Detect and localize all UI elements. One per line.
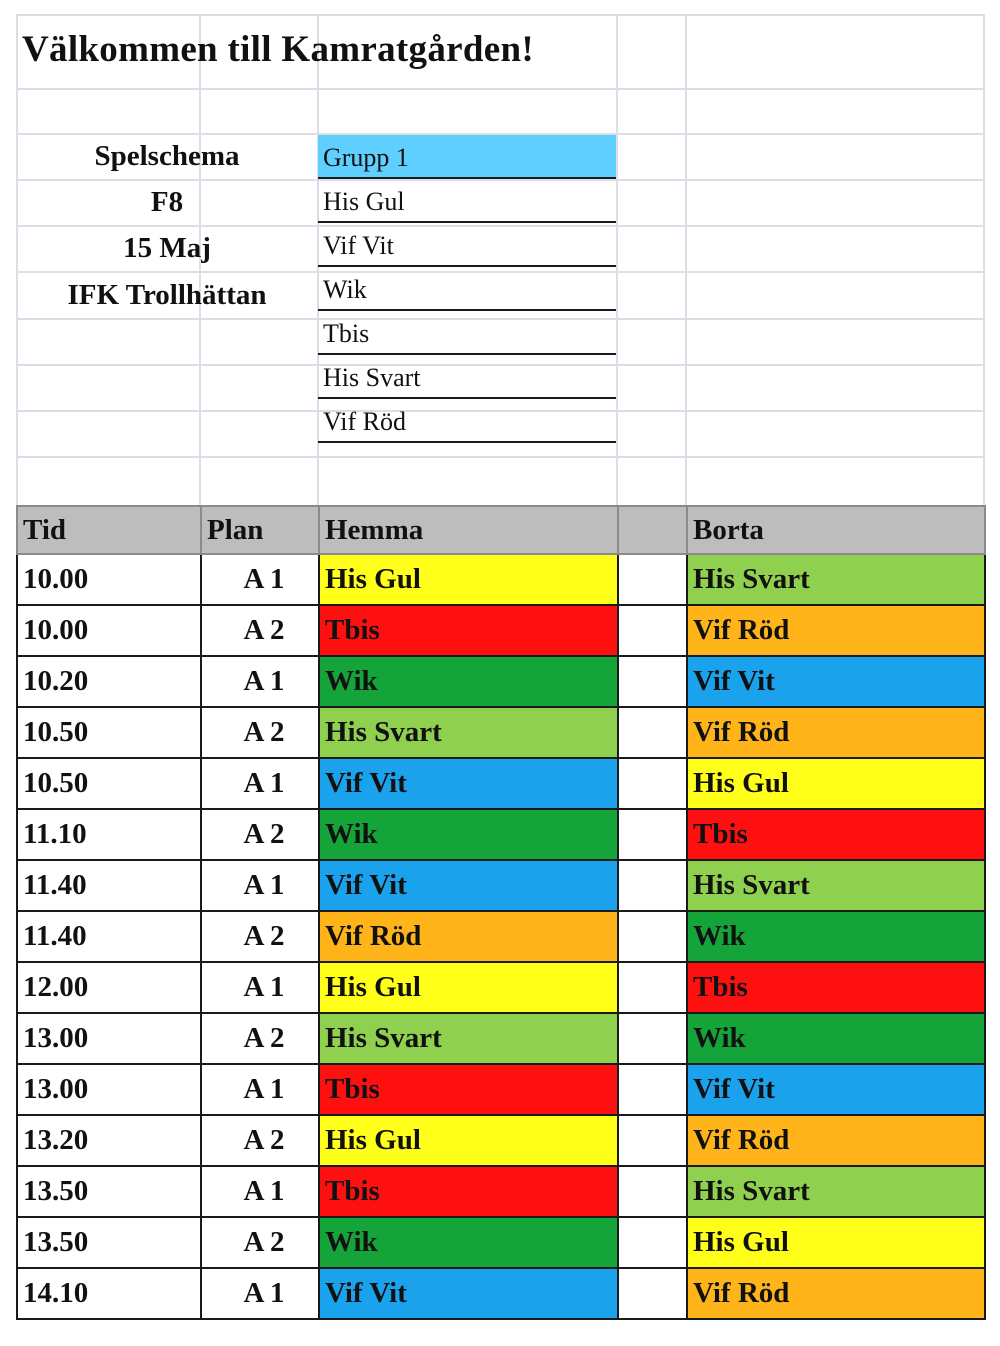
cell-tid[interactable]: 13.50	[17, 1217, 201, 1268]
cell-borta[interactable]: His Svart	[687, 554, 985, 605]
cell-tid[interactable]: 10.20	[17, 656, 201, 707]
cell-borta[interactable]: Wik	[687, 1013, 985, 1064]
cell-hemma[interactable]: His Svart	[319, 1013, 618, 1064]
cell-hemma[interactable]: Wik	[319, 656, 618, 707]
schedule-table	[16, 505, 986, 1320]
cell-blank[interactable]	[618, 962, 687, 1013]
cell-plan[interactable]: A 2	[201, 707, 319, 758]
group-team[interactable]: His Svart	[318, 355, 616, 399]
cell-borta[interactable]: His Svart	[687, 860, 985, 911]
cell-blank[interactable]	[618, 707, 687, 758]
info-spelschema: Spelschema	[94, 140, 240, 172]
table-row	[17, 1115, 985, 1166]
cell-borta[interactable]: Tbis	[687, 962, 985, 1013]
table-row	[17, 656, 985, 707]
cell-borta[interactable]: His Svart	[687, 1166, 985, 1217]
table-row	[17, 758, 985, 809]
cell-blank[interactable]	[618, 911, 687, 962]
cell-borta[interactable]: Vif Röd	[687, 1115, 985, 1166]
cell-borta[interactable]: His Gul	[687, 758, 985, 809]
cell-blank[interactable]	[618, 860, 687, 911]
cell-hemma[interactable]: Tbis	[319, 605, 618, 656]
cell-plan[interactable]: A 1	[201, 1166, 319, 1217]
cell-hemma[interactable]: His Gul	[319, 1115, 618, 1166]
cell-plan[interactable]: A 1	[201, 656, 319, 707]
cell-blank[interactable]	[618, 1217, 687, 1268]
cell-blank[interactable]	[618, 554, 687, 605]
cell-tid[interactable]: 13.50	[17, 1166, 201, 1217]
header-blank[interactable]	[618, 506, 687, 554]
cell-plan[interactable]: A 2	[201, 1115, 319, 1166]
info-organizer: IFK Trollhättan	[67, 279, 267, 311]
cell-hemma[interactable]: Wik	[319, 809, 618, 860]
table-row	[17, 911, 985, 962]
cell-plan[interactable]: A 1	[201, 1268, 319, 1319]
cell-plan[interactable]: A 2	[201, 1013, 319, 1064]
table-row	[17, 1217, 985, 1268]
cell-tid[interactable]: 11.40	[17, 860, 201, 911]
table-row	[17, 1268, 985, 1319]
cell-borta[interactable]: Wik	[687, 911, 985, 962]
cell-tid[interactable]: 11.40	[17, 911, 201, 962]
table-row	[17, 605, 985, 656]
cell-blank[interactable]	[618, 1013, 687, 1064]
cell-hemma[interactable]: His Gul	[319, 962, 618, 1013]
table-row	[17, 860, 985, 911]
cell-tid[interactable]: 10.50	[17, 758, 201, 809]
cell-tid[interactable]: 13.00	[17, 1013, 201, 1064]
cell-blank[interactable]	[618, 1166, 687, 1217]
group-team[interactable]: Vif Vit	[318, 223, 616, 267]
cell-tid[interactable]: 13.00	[17, 1064, 201, 1115]
cell-plan[interactable]: A 1	[201, 860, 319, 911]
cell-plan[interactable]: A 2	[201, 809, 319, 860]
schedule-header-row	[17, 506, 985, 554]
info-class: F8	[150, 186, 184, 218]
cell-tid[interactable]: 12.00	[17, 962, 201, 1013]
cell-hemma[interactable]: Wik	[319, 1217, 618, 1268]
page-title: Välkommen till Kamratgården!	[22, 29, 534, 70]
table-row	[17, 1166, 985, 1217]
cell-tid[interactable]: 13.20	[17, 1115, 201, 1166]
table-row	[17, 962, 985, 1013]
cell-plan[interactable]: A 2	[201, 1217, 319, 1268]
cell-hemma[interactable]: His Svart	[319, 707, 618, 758]
group-team[interactable]: Wik	[318, 267, 616, 311]
header-hemma[interactable]: Hemma	[319, 506, 618, 554]
cell-blank[interactable]	[618, 1064, 687, 1115]
header-plan[interactable]: Plan	[201, 506, 319, 554]
cell-borta[interactable]: Vif Röd	[687, 605, 985, 656]
cell-borta[interactable]: Vif Röd	[687, 707, 985, 758]
cell-blank[interactable]	[618, 656, 687, 707]
cell-hemma[interactable]: Vif Vit	[319, 1268, 618, 1319]
cell-blank[interactable]	[618, 809, 687, 860]
cell-tid[interactable]: 10.00	[17, 605, 201, 656]
cell-tid[interactable]: 10.50	[17, 707, 201, 758]
table-row	[17, 1064, 985, 1115]
cell-borta[interactable]: Tbis	[687, 809, 985, 860]
info-date: 15 Maj	[123, 232, 211, 264]
cell-plan[interactable]: A 1	[201, 962, 319, 1013]
cell-plan[interactable]: A 2	[201, 911, 319, 962]
cell-plan[interactable]: A 1	[201, 554, 319, 605]
cell-hemma[interactable]: Vif Vit	[319, 758, 618, 809]
cell-hemma[interactable]: Vif Röd	[319, 911, 618, 962]
table-row	[17, 554, 985, 605]
table-row	[17, 1013, 985, 1064]
cell-borta[interactable]: His Gul	[687, 1217, 985, 1268]
cell-hemma[interactable]: Tbis	[319, 1064, 618, 1115]
header-tid[interactable]: Tid	[17, 506, 201, 554]
cell-plan[interactable]: A 1	[201, 758, 319, 809]
cell-borta[interactable]: Vif Vit	[687, 1064, 985, 1115]
cell-tid[interactable]: 11.10	[17, 809, 201, 860]
group-team[interactable]: Vif Röd	[318, 399, 616, 443]
cell-hemma[interactable]: His Gul	[319, 554, 618, 605]
cell-hemma[interactable]: Tbis	[319, 1166, 618, 1217]
table-row	[17, 809, 985, 860]
cell-blank[interactable]	[618, 1115, 687, 1166]
cell-plan[interactable]: A 1	[201, 1064, 319, 1115]
table-row	[17, 707, 985, 758]
group-header[interactable]: Grupp 1	[318, 135, 616, 179]
cell-blank[interactable]	[618, 605, 687, 656]
group-list	[318, 135, 616, 443]
header-borta[interactable]: Borta	[687, 506, 985, 554]
group-team[interactable]: Tbis	[318, 311, 616, 355]
cell-hemma[interactable]: Vif Vit	[319, 860, 618, 911]
cell-borta[interactable]: Vif Röd	[687, 1268, 985, 1319]
cell-tid[interactable]: 14.10	[17, 1268, 201, 1319]
cell-blank[interactable]	[618, 758, 687, 809]
group-team[interactable]: His Gul	[318, 179, 616, 223]
cell-plan[interactable]: A 2	[201, 605, 319, 656]
cell-borta[interactable]: Vif Vit	[687, 656, 985, 707]
cell-blank[interactable]	[618, 1268, 687, 1319]
cell-tid[interactable]: 10.00	[17, 554, 201, 605]
